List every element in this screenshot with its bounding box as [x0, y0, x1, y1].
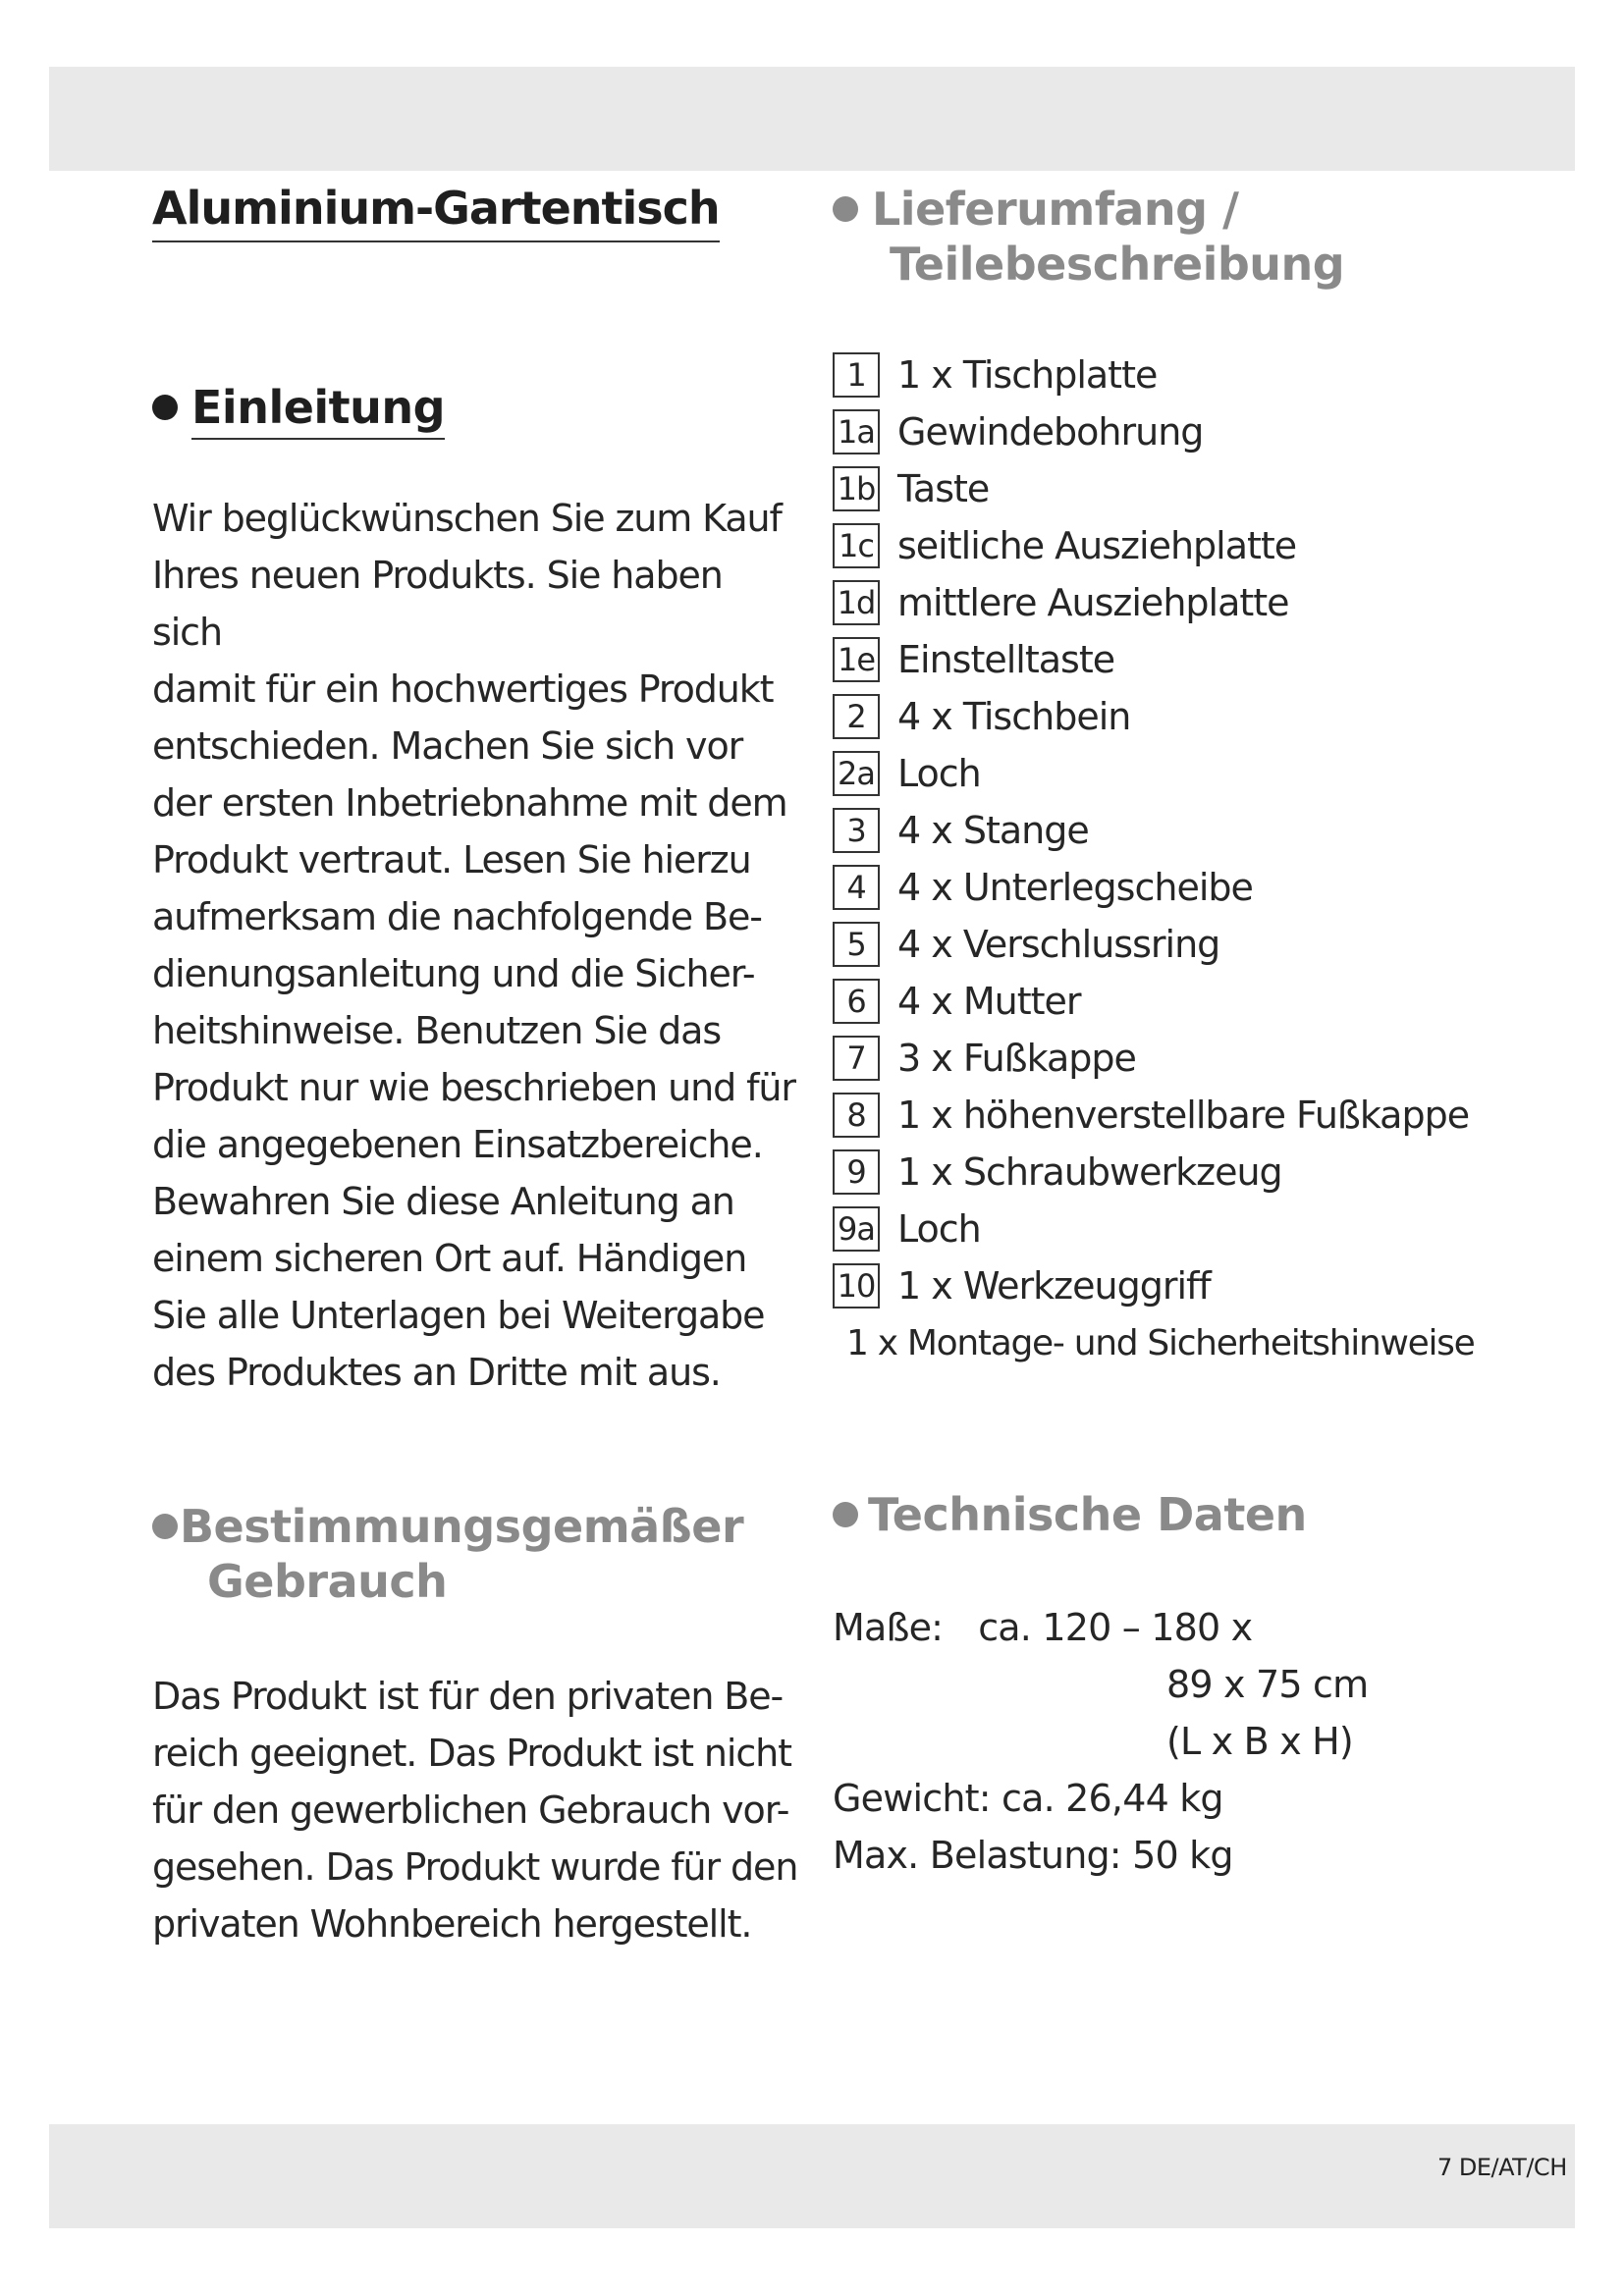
footer-band	[49, 2124, 1575, 2228]
part-label: 4 x Unterlegscheibe	[897, 866, 1253, 910]
right-column	[833, 182, 1559, 1884]
tech-data	[833, 1599, 1559, 1884]
part-item	[833, 460, 1559, 517]
intro-body	[152, 490, 800, 1401]
use-line: privaten Wohnbereich hergestellt.	[152, 1902, 752, 1947]
part-label: 4 x Mutter	[897, 980, 1081, 1024]
tech-section	[833, 1487, 1559, 1884]
part-label: Gewindebohrung	[897, 410, 1204, 454]
part-item	[833, 1201, 1559, 1257]
header-band	[49, 67, 1575, 171]
part-number-box: 1d	[833, 580, 880, 625]
part-item	[833, 688, 1559, 745]
intro-line: Wir beglückwünschen Sie zum Kauf	[152, 497, 782, 541]
part-number-box: 9a	[833, 1206, 880, 1252]
intro-line: des Produktes an Dritte mit aus.	[152, 1351, 721, 1395]
part-number-box: 7	[833, 1036, 880, 1081]
dimensions-value-3: (L x B x H)	[1166, 1720, 1353, 1764]
part-number-box: 5	[833, 922, 880, 967]
intro-line: einem sicheren Ort auf. Händigen	[152, 1237, 747, 1281]
part-number-box: 6	[833, 979, 880, 1024]
intro-line: Ihres neuen Produkts. Sie haben sich	[152, 554, 723, 655]
scope-heading	[833, 182, 1559, 292]
part-number-box: 9	[833, 1149, 880, 1195]
part-label: 4 x Verschlussring	[897, 923, 1220, 967]
weight-line: Gewicht: ca. 26,44 kg	[833, 1777, 1223, 1821]
intro-line: Produkt nur wie beschrieben und für	[152, 1066, 795, 1110]
part-label: Einstelltaste	[897, 638, 1115, 682]
intro-line: der ersten Inbetriebnahme mit dem	[152, 781, 787, 826]
tech-heading	[833, 1487, 1559, 1542]
part-item	[833, 517, 1559, 574]
bullet-icon	[152, 1514, 178, 1539]
bullet-icon	[152, 395, 178, 420]
part-item	[833, 574, 1559, 631]
intro-heading	[152, 380, 800, 435]
part-number-box: 4	[833, 865, 880, 910]
intro-line: damit für ein hochwertiges Produkt	[152, 667, 774, 712]
page-number: 7 DE/AT/CH	[1437, 2154, 1567, 2181]
part-item	[833, 1257, 1559, 1314]
part-label: 1 x Schraubwerkzeug	[897, 1150, 1282, 1195]
part-item	[833, 1087, 1559, 1144]
bullet-icon	[833, 1502, 858, 1527]
intro-line: Produkt vertraut. Lesen Sie hierzu	[152, 838, 751, 882]
part-item	[833, 1030, 1559, 1087]
dimensions-line	[833, 1599, 1559, 1656]
part-item	[833, 916, 1559, 973]
intro-section	[152, 380, 800, 1401]
part-label: 1 x Werkzeuggriff	[897, 1264, 1211, 1308]
part-item	[833, 859, 1559, 916]
part-label: 1 x Tischplatte	[897, 353, 1158, 398]
part-label: mittlere Ausziehplatte	[897, 581, 1289, 625]
intro-line: Sie alle Unterlagen bei Weitergabe	[152, 1294, 765, 1338]
part-number-box: 2	[833, 694, 880, 739]
part-label: Loch	[897, 1207, 981, 1252]
part-item	[833, 802, 1559, 859]
part-number-box: 1e	[833, 637, 880, 682]
part-item	[833, 347, 1559, 403]
use-heading	[152, 1499, 800, 1609]
bullet-icon	[833, 196, 858, 222]
part-number-box: 1b	[833, 466, 880, 511]
use-heading-line2: Gebrauch	[207, 1555, 448, 1609]
part-item	[833, 745, 1559, 802]
use-section	[152, 1499, 800, 1952]
intro-line: die angegebenen Einsatzbereiche.	[152, 1123, 763, 1167]
part-number-box: 1a	[833, 409, 880, 454]
use-line: für den gewerblichen Gebrauch vor-	[152, 1789, 789, 1833]
use-body	[152, 1668, 800, 1952]
dimensions-value-1: ca. 120 – 180 x	[978, 1606, 1253, 1650]
part-item	[833, 403, 1559, 460]
left-column	[152, 182, 800, 1952]
part-label: Taste	[897, 467, 990, 511]
intro-line: Bewahren Sie diese Anleitung an	[152, 1180, 734, 1224]
part-item	[833, 1144, 1559, 1201]
intro-line: heitshinweise. Benutzen Sie das	[152, 1009, 722, 1053]
part-number-box: 10	[833, 1263, 880, 1308]
dimensions-label: Maße:	[833, 1606, 944, 1650]
part-label: 4 x Stange	[897, 809, 1089, 853]
document-title: Aluminium-Gartentisch	[152, 182, 720, 242]
parts-list	[833, 347, 1559, 1371]
intro-line: entschieden. Machen Sie sich vor	[152, 724, 743, 769]
use-line: gesehen. Das Produkt wurde für den	[152, 1845, 798, 1890]
scope-heading-line2: Teilebeschreibung	[890, 238, 1345, 292]
part-label: 3 x Fußkappe	[897, 1037, 1136, 1081]
part-label: seitliche Ausziehplatte	[897, 524, 1297, 568]
use-line: reich geeignet. Das Produkt ist nicht	[152, 1732, 791, 1776]
dimensions-value-2: 89 x 75 cm	[1166, 1663, 1369, 1707]
part-number-box: 1	[833, 352, 880, 398]
intro-line: aufmerksam die nachfolgende Be-	[152, 895, 762, 939]
part-item	[833, 631, 1559, 688]
use-heading-line1: Bestimmungsgemäßer	[180, 1500, 744, 1554]
part-number-box: 1c	[833, 523, 880, 568]
part-label: 4 x Tischbein	[897, 695, 1131, 739]
max-load-line: Max. Belastung: 50 kg	[833, 1834, 1233, 1878]
part-label: 1 x höhenverstellbare Fußkappe	[897, 1094, 1470, 1138]
part-label: Loch	[897, 752, 981, 796]
part-item-extra: 1 x Montage- und Sicherheitshinweise	[846, 1322, 1475, 1363]
intro-heading-text: Einleitung	[191, 381, 445, 440]
part-item	[833, 973, 1559, 1030]
use-line: Das Produkt ist für den privaten Be-	[152, 1675, 784, 1719]
intro-line: dienungsanleitung und die Sicher-	[152, 952, 755, 996]
scope-heading-line1: Lieferumfang /	[872, 183, 1239, 236]
part-number-box: 3	[833, 808, 880, 853]
tech-heading-text: Technische Daten	[868, 1488, 1307, 1542]
part-number-box: 8	[833, 1093, 880, 1138]
part-number-box: 2a	[833, 751, 880, 796]
